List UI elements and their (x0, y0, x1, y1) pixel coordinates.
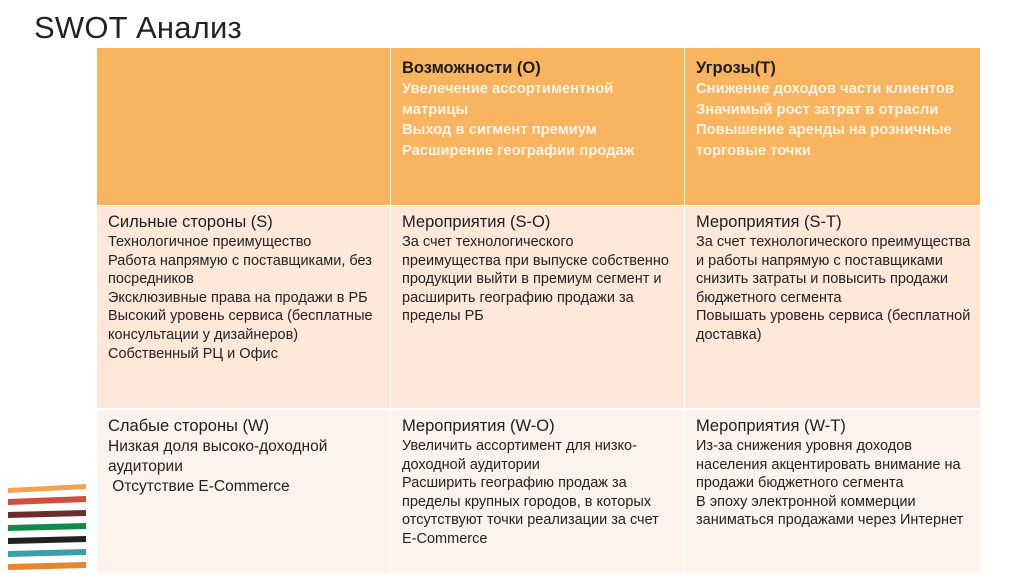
list-item: Низкая доля высоко-доходной аудитории (108, 438, 328, 475)
list-item: Снижение доходов части клиентов (696, 81, 954, 97)
opportunities-title: Возможности (O) (402, 59, 541, 77)
weaknesses-title: Слабые стороны (W) (108, 417, 270, 435)
st-title: Мероприятия (S-T) (696, 213, 842, 231)
list-item: Расширение географии продаж (402, 142, 635, 159)
strengths-title: Сильные стороны (S) (108, 213, 273, 231)
stripe-green (8, 523, 86, 531)
decorative-stripes (0, 0, 96, 574)
stripe-teal (8, 549, 86, 557)
threats-title: Угрозы(T) (696, 59, 776, 77)
wt-cell (685, 410, 981, 574)
wo-list (402, 437, 675, 549)
so-list (402, 233, 675, 326)
stripe-black (8, 536, 86, 544)
list-item: Работа напрямую с поставщиками, без посредников (108, 252, 372, 288)
wo-title: Мероприятия (W-O) (402, 417, 555, 435)
list-item: Повышение аренды на розничные торговые точки (696, 122, 952, 159)
wt-list (696, 437, 971, 530)
list-item: Из-за снижения уровня доходов населения акцентировать внимание на продажи бюджетного сегмента (696, 438, 961, 492)
so-title: Мероприятия (S-O) (402, 213, 551, 231)
list-item: Технологичное преимущество (108, 234, 312, 250)
so-cell (391, 206, 685, 410)
list-item: Собственный РЦ и Офис (108, 345, 278, 362)
list-item: Отсутствие E-Commerce (108, 478, 290, 495)
swot-table (97, 48, 981, 574)
strengths-list (108, 233, 381, 363)
weaknesses-cell (97, 410, 391, 574)
stripe-dark-orange (8, 562, 86, 570)
threats-cell (685, 48, 981, 206)
stripe-orange (8, 484, 86, 493)
list-item: В эпоху электронной коммерции заниматься продажами через Интернет (696, 493, 964, 529)
list-item: Повышать уровень сервиса (бесплатной доставка) (696, 308, 971, 343)
stripe-brown (8, 510, 86, 518)
st-cell (685, 206, 981, 410)
list-item: За счет технологического преимущества и работы напрямую с поставщиками снизить затраты и повысить продажи бюджетного сегмента (696, 234, 971, 306)
stripe-red (8, 496, 86, 505)
opportunities-cell (391, 48, 685, 206)
page-title: SWOT Анализ (34, 10, 242, 45)
strengths-cell (97, 206, 391, 410)
list-item: Расширить географию продаж за пределы крупных городов, в которых отсутствуют точки реализации за счет E-Commerce (402, 475, 659, 547)
list-item: Увелечение ассортиментной матрицы (402, 81, 614, 118)
opportunities-list (402, 79, 675, 161)
list-item: Эксклюзивные права на продажи в РБ (108, 289, 368, 306)
list-item: Значимый рост затрат в отрасли (696, 101, 939, 118)
wo-cell (391, 410, 685, 574)
list-item: Выход в сигмент премиум (402, 122, 597, 138)
weaknesses-list (108, 437, 381, 497)
corner-cell (97, 48, 391, 206)
wt-title: Мероприятия (W-T) (696, 417, 846, 435)
list-item: Увеличить ассортимент для низко-доходной аудитории (402, 438, 637, 473)
st-list (696, 233, 971, 345)
list-item: За счет технологического преимущества при выпуске собственно продукции выйти в премиум сегмент и расширить географию продажи за пределы РБ (402, 234, 669, 325)
list-item: Высокий уровень сервиса (бесплатные консультации у дизайнеров) (108, 308, 373, 343)
threats-list (696, 79, 971, 161)
